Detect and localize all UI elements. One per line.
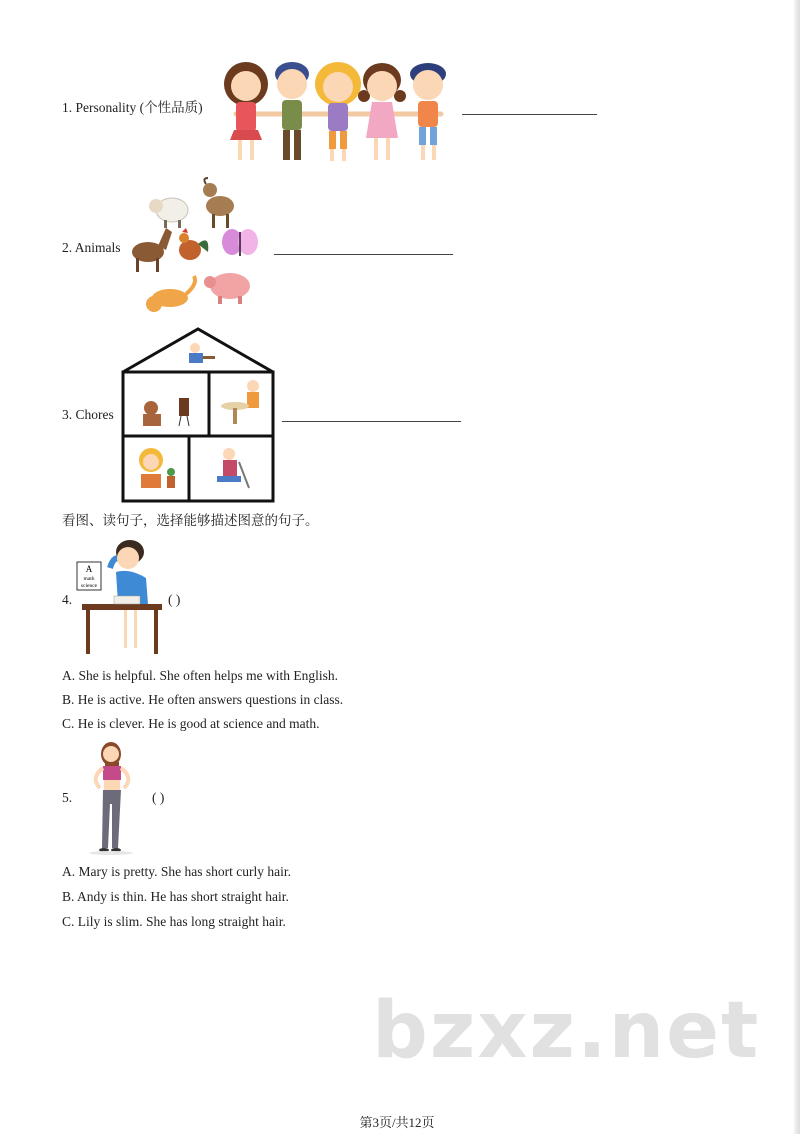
chores-house-icon <box>121 326 275 504</box>
question-1 <box>62 100 203 116</box>
answer-bracket-5[interactable]: ( ) <box>152 790 165 805</box>
page-edge <box>794 0 800 1134</box>
question-label: Personality (个性品质) <box>75 100 203 115</box>
instruction-text: 看图、读句子，选择能够描述图意的句子。 <box>62 513 319 528</box>
watermark: bzxz.net <box>372 986 761 1076</box>
student-raising-hand-icon <box>76 538 166 658</box>
option-4a[interactable]: A. She is helpful. She often helps me with English. <box>62 668 338 683</box>
question-number: 3. <box>62 407 73 422</box>
page-footer: 第3页/共12页 <box>359 1115 435 1130</box>
question-4-number: 4. <box>62 592 73 607</box>
option-5c[interactable]: C. Lily is slim. She has long straight hair. <box>62 914 286 929</box>
question-3 <box>62 407 114 423</box>
option-4c[interactable]: C. He is clever. He is good at science and math. <box>62 716 320 731</box>
option-5b[interactable]: B. Andy is thin. He has short straight hair. <box>62 889 289 904</box>
question-5-number: 5. <box>62 790 73 805</box>
sign-word-science: science <box>80 583 98 589</box>
question-number: 2. <box>62 240 73 255</box>
answer-bracket-4[interactable]: ( ) <box>168 592 181 607</box>
kids-holding-hands-icon <box>216 58 456 164</box>
question-2 <box>62 240 121 256</box>
answer-blank-1[interactable] <box>462 114 597 115</box>
question-number: 1. <box>62 100 73 115</box>
question-label: Animals <box>74 240 121 255</box>
answer-blank-2[interactable] <box>274 254 453 255</box>
slim-girl-icon <box>84 740 140 856</box>
question-label: Chores <box>75 407 114 422</box>
sign-word-math: math <box>83 576 95 582</box>
farm-animals-icon <box>124 176 266 320</box>
option-5a[interactable]: A. Mary is pretty. She has short curly hair. <box>62 864 291 879</box>
sign-letter: A <box>85 564 93 574</box>
option-4b[interactable]: B. He is active. He often answers questions in class. <box>62 692 344 707</box>
answer-blank-3[interactable] <box>282 421 461 422</box>
